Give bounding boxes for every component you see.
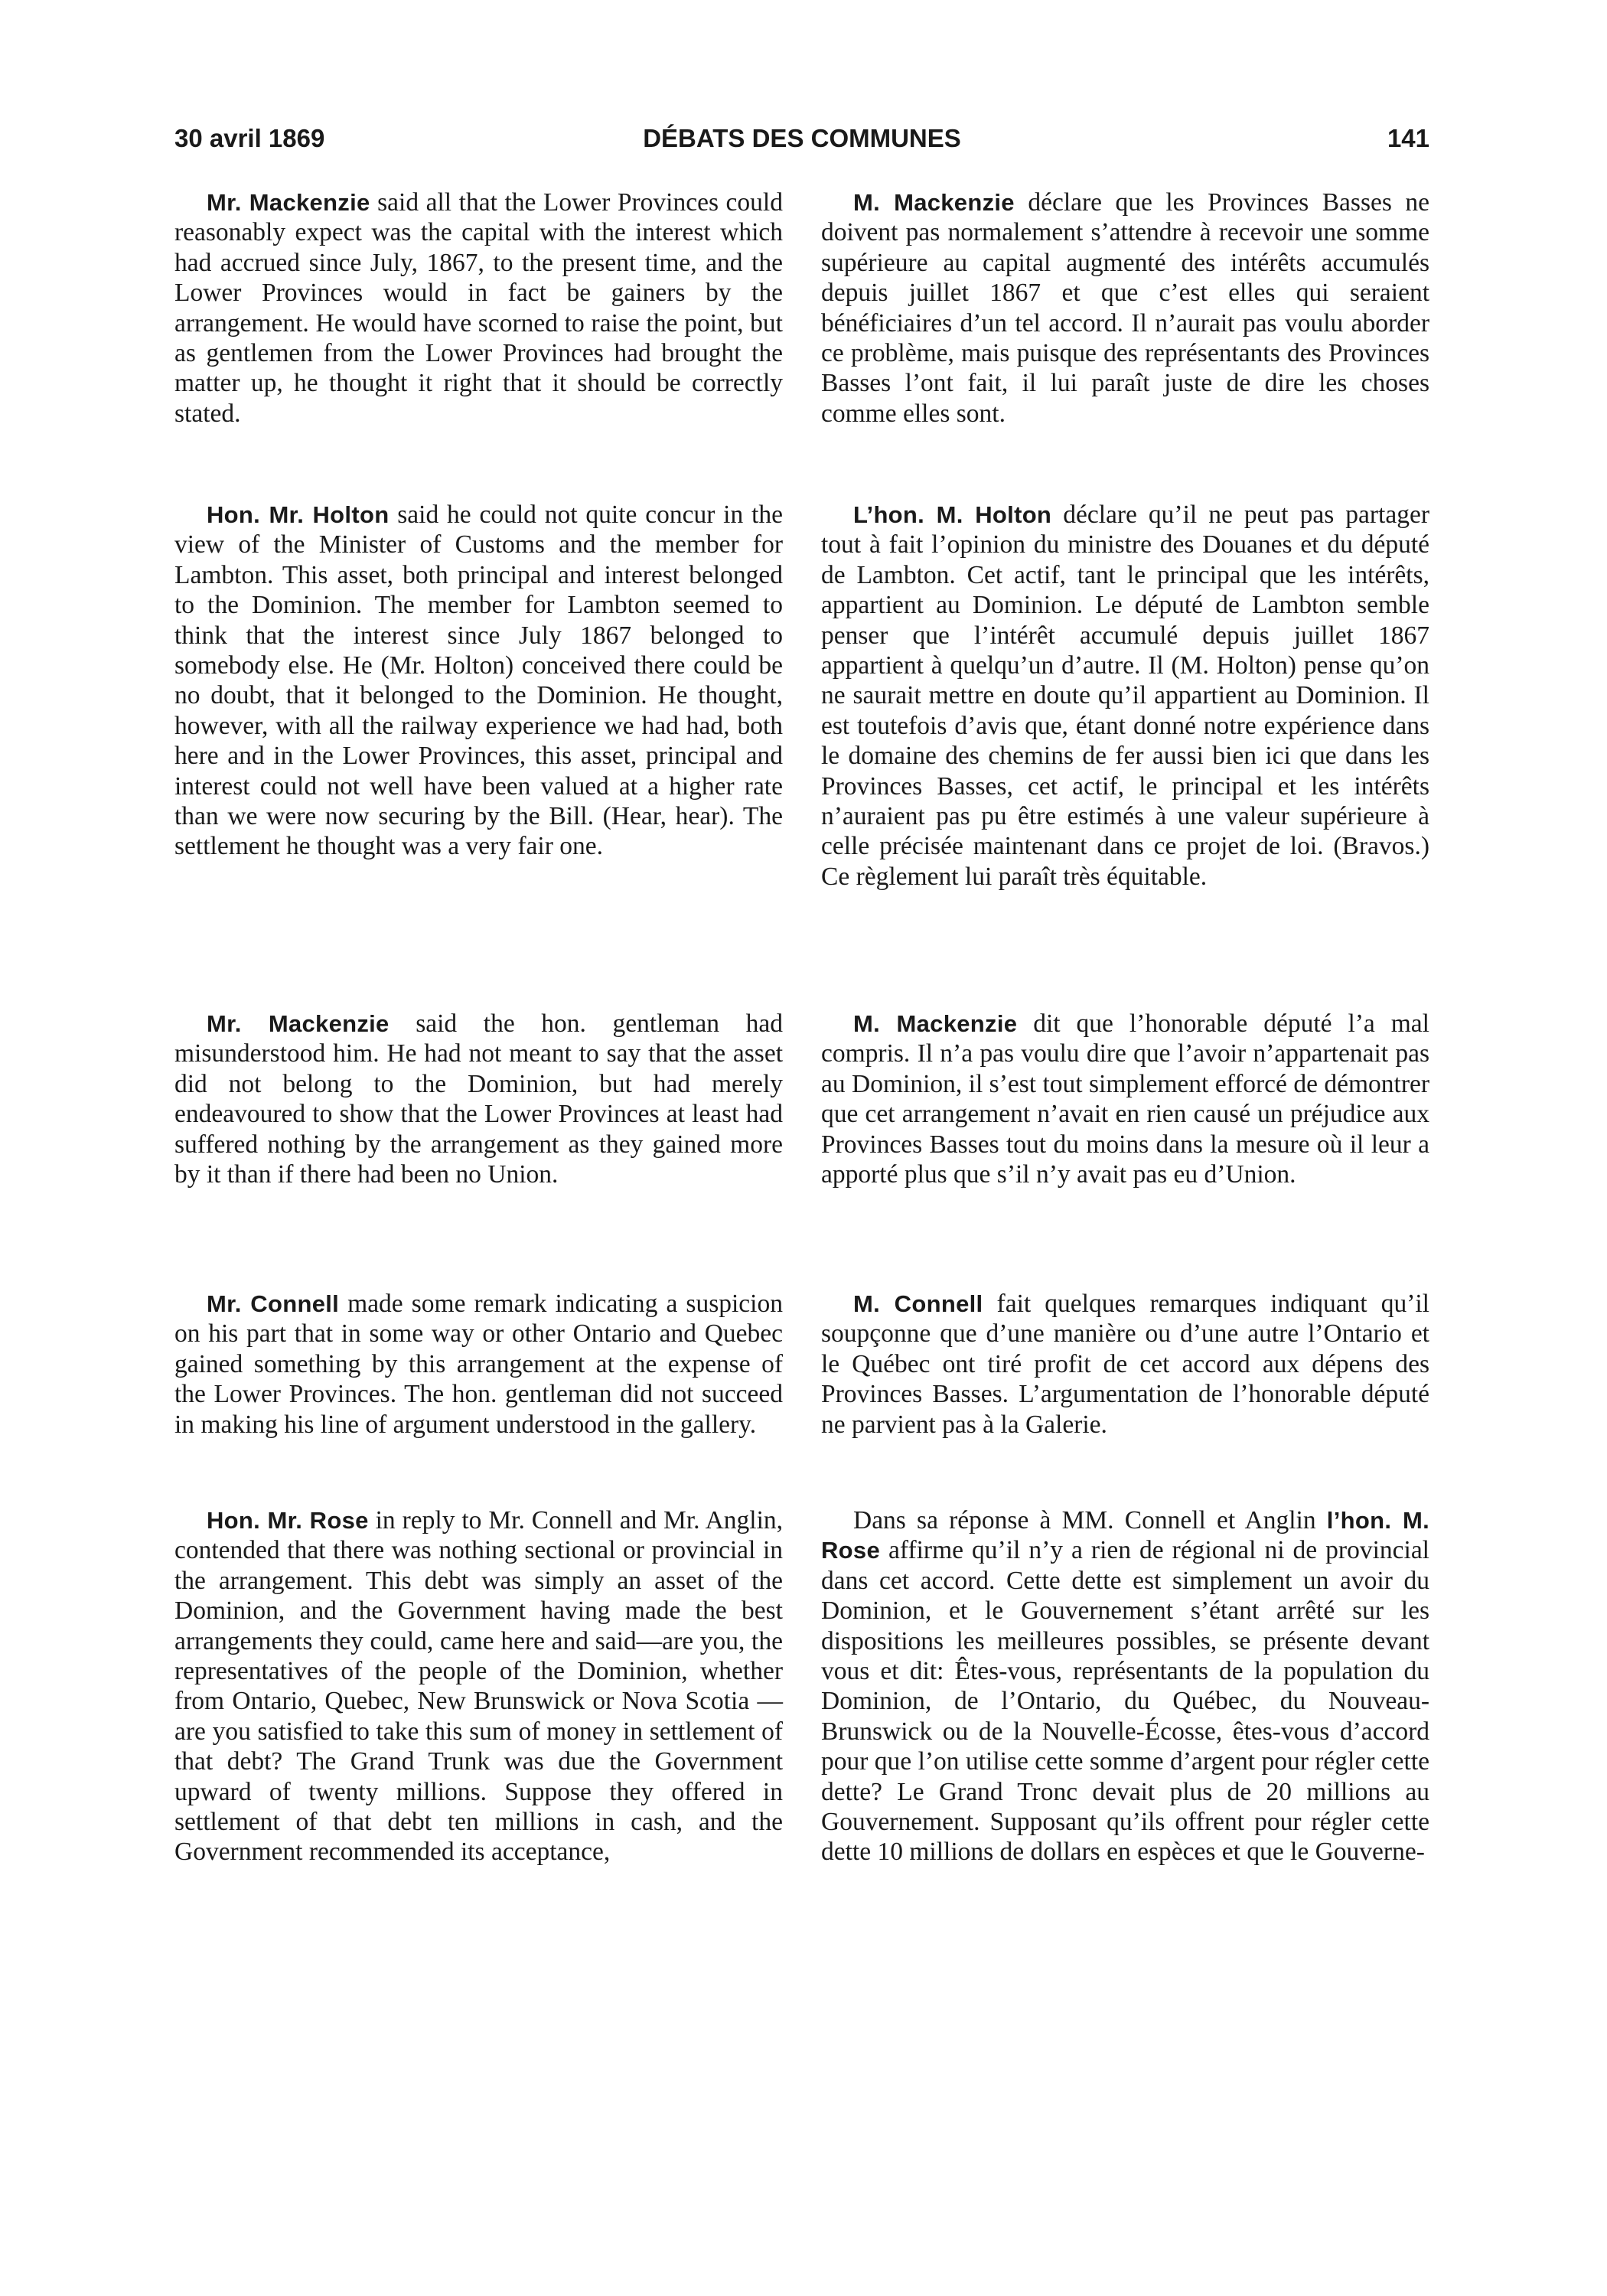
french-speaker-1: M. Mackenzie bbox=[853, 189, 1015, 216]
english-speaker-1: Mr. Mackenzie bbox=[207, 189, 370, 216]
english-paragraph-4 bbox=[174, 1289, 783, 1440]
english-text-3: said the hon. gentleman had misunderstood him. He had not meant to say that the asset did not belong to the Dominion, but had merely endeavoured to show that the Lower Provinces at least had suffered nothing by the arrangement as they gained more by it than if there had been no Union. bbox=[174, 1009, 783, 1189]
header-date: 30 avril 1869 bbox=[174, 124, 325, 152]
english-speaker-3: Mr. Mackenzie bbox=[207, 1010, 390, 1037]
french-paragraph-1 bbox=[821, 188, 1429, 429]
french-paragraph-5 bbox=[821, 1505, 1429, 1867]
french-paragraph-4 bbox=[821, 1289, 1429, 1440]
french-lead-5: Dans sa réponse à MM. Connell et Anglin bbox=[853, 1506, 1327, 1534]
english-speaker-4: Mr. Connell bbox=[207, 1290, 340, 1317]
french-text-3: dit que l’honorable député l’a mal compris. Il n’a pas voulu dire que l’avoir n’appartenait pas au Dominion, il s’est tout simplement efforcé de démontrer que cet arrangement n’avait en rien causé un préjudice aux Provinces Basses tout du moins dans la mesure où il leur a apporté plus que s’il n’y avait pas eu d’Union. bbox=[821, 1009, 1429, 1189]
french-text-4: fait quelques remarques indiquant qu’il soupçonne que d’une manière ou d’une autre l’Ontario et le Québec ont tiré profit de cet accord aux dépens des Provinces Basses. L’argumentation de l’honorable député ne parvient pas à la Galerie. bbox=[821, 1290, 1429, 1439]
english-speaker-5: Hon. Mr. Rose bbox=[207, 1507, 369, 1534]
header-page-number: 141 bbox=[1387, 124, 1429, 152]
french-speaker-5: l’hon. M. Rose bbox=[821, 1507, 1429, 1564]
french-speaker-2: L’hon. M. Holton bbox=[853, 501, 1052, 528]
french-text-2: déclare qu’il ne peut pas partager tout à fait l’opinion du ministre des Douanes et du député de Lambton. Cet actif, tant le principal que les intérêts, appartient au Dominion. Le député de Lambton semble penser que l’intérêt accumulé depuis juillet 1867 appartient à quelqu’un d’autre. Il (M. Holton) pense qu’on ne saurait mettre en doute qu’il appartient au Dominion. Il est toutefois d’avis que, étant donné notre expérience dans le domaine des chemins de fer aussi bien ici que dans les Provinces Basses, cet actif, le principal et les intérêts n’auraient pas pu être estimés à une valeur supérieure à celle précisée maintenant dans ce projet de loi. (Bravos.) Ce règlement lui paraît très équitable. bbox=[821, 501, 1429, 891]
english-paragraph-3 bbox=[174, 1009, 783, 1189]
english-paragraph-5 bbox=[174, 1505, 783, 1867]
header-journal-title: DÉBATS DES COMMUNES bbox=[643, 124, 961, 152]
page-header bbox=[174, 124, 1429, 162]
french-paragraph-3 bbox=[821, 1009, 1429, 1189]
english-paragraph-1 bbox=[174, 188, 783, 429]
english-text-2: said he could not quite concur in the view of the Minister of Customs and the member for Lambton. This asset, both principal and interest belonged to the Dominion. The member for Lambton seemed to think that the interest since July 1867 belonged to somebody else. He (Mr. Holton) conceived there could be no doubt, that it belonged to the Dominion. He thought, however, with all the railway experience we had had, both here and in the Lower Provinces, this asset, principal and interest could not well have been valued at a higher rate than we were now securing by the Bill. (Hear, hear). The settlement he thought was a very fair one. bbox=[174, 501, 783, 861]
english-text-4: made some remark indicating a suspicion on his part that in some way or other Ontario and Quebec gained something by this arrangement at the expense of the Lower Provinces. The hon. gentleman did not succeed in making his line of argument understood in the gallery. bbox=[174, 1290, 783, 1439]
english-paragraph-2 bbox=[174, 500, 783, 862]
french-text-5: affirme qu’il n’y a rien de régional ni de provincial dans cet accord. Cette dette est simplement un avoir du Dominion, et le Gouvernement s’étant arrêté sur les dispositions les meilleures possibles, se présente devant vous et dit: Êtes-vous, représentants de la population du Dominion, de l’Ontario, du Québec, du Nouveau-Brunswick ou de la Nouvelle-Écosse, êtes-vous d’accord pour que l’on utilise cette somme d’argent pour régler cette dette? Le Grand Tronc devait plus de 20 millions au Gouvernement. Supposant qu’ils offrent pour régler cette dette 10 millions de dollars en espèces et que le Gouverne- bbox=[821, 1536, 1429, 1867]
french-speaker-3: M. Mackenzie bbox=[853, 1010, 1018, 1037]
english-speaker-2: Hon. Mr. Holton bbox=[207, 501, 390, 528]
english-text-5: in reply to Mr. Connell and Mr. Anglin, contended that there was nothing sectional or provincial in the arrangement. This debt was simply an asset of the Dominion, and the Government having made the best arrangements they could, came here and said—are you, the representatives of the people of the Dominion, whether from Ontario, Quebec, New Brunswick or Nova Scotia —are you satisfied to take this sum of money in settlement of that debt? The Grand Trunk was due the Government upward of twenty millions. Suppose they offered in settlement of that debt ten millions in cash, and the Government recommended its acceptance, bbox=[174, 1506, 784, 1867]
french-speaker-4: M. Connell bbox=[853, 1290, 983, 1317]
french-text-1: déclare que les Provinces Basses ne doivent pas normalement s’attendre à recevoir une somme supérieure au capital augmenté des intérêts accumulés depuis juillet 1867 et que c’est elles qui seraient bénéficiaires d’un tel accord. Il n’aurait pas voulu aborder ce problème, mais puisque des représentants des Provinces Basses l’ont fait, il lui paraît juste de dire les choses comme elles sont. bbox=[821, 188, 1429, 428]
french-paragraph-2 bbox=[821, 500, 1429, 892]
english-text-1: said all that the Lower Provinces could reasonably expect was the capital with the interest which had accrued since July, 1867, to the present time, and the Lower Provinces would in fact be gainers by the arrangement. He would have scorned to raise the point, but as gentlemen from the Lower Provinces had brought the matter up, he thought it right that it should be correctly stated. bbox=[174, 188, 783, 428]
